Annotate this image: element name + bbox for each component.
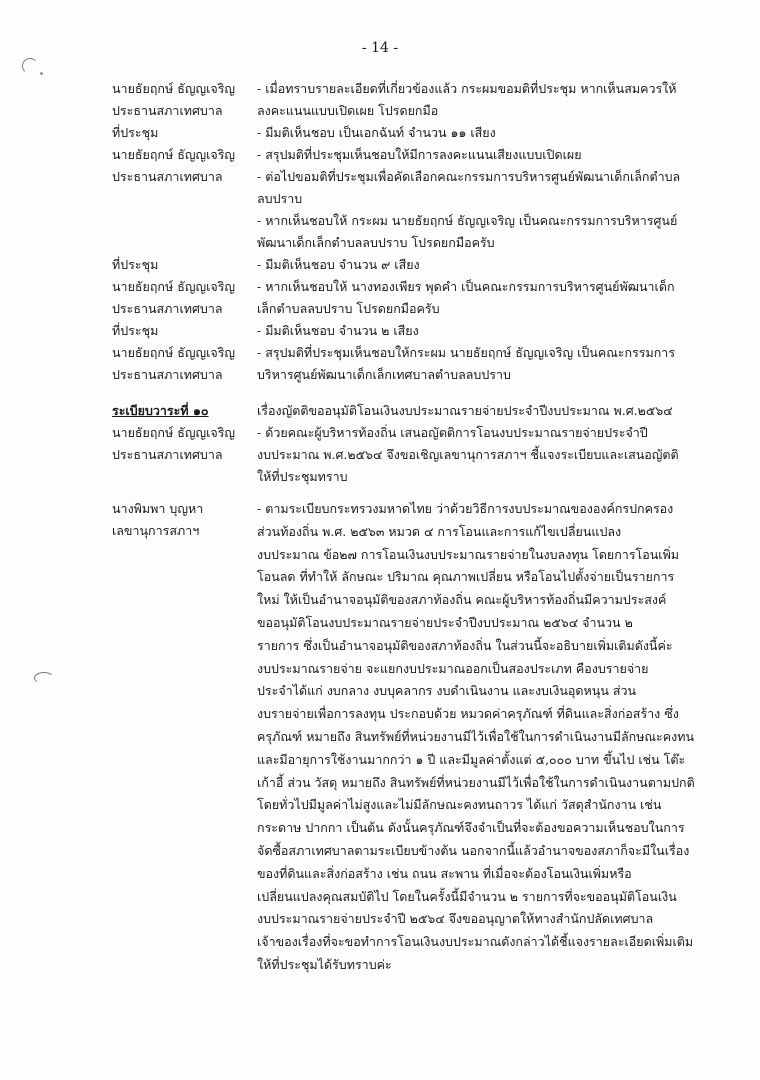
- minutes-entry: [112, 342, 712, 386]
- speech: - มีมติเห็นชอบ จำนวน ๙ เสียง: [257, 257, 420, 272]
- speech: - สรุปมติที่ประชุมเห็นชอบให้กระผม นายธัยฤกษ์ ธัญญเจริญ เป็นคณะกรรมการ บริหารศูนย์พัฒนาเด็กเล็กเทศบาลตำบลลบปราบ: [257, 345, 676, 382]
- speaker: นายธัยฤกษ์ ธัญญเจริญ ประธานสภาเทศบาล: [112, 81, 236, 118]
- minutes-entry: [112, 276, 712, 320]
- agenda-heading: [112, 400, 712, 422]
- spacer: [112, 386, 712, 400]
- speaker: ที่ประชุม: [112, 323, 159, 338]
- speech: - มีมติเห็นชอบ จำนวน ๒ เสียง: [257, 323, 419, 338]
- page-number: - 14 -: [361, 40, 399, 56]
- speech: - สรุปมติที่ประชุมเห็นชอบให้มีการลงคะแนนเสียงแบบเปิดเผย - ต่อไปขอมติที่ประชุมเพื่อคัดเลือกคณะกรรมการบริหารศูนย์พัฒนาเด็กเล็กตำบล ลบปราบ - หากเห็นชอบให้ กระผม นายธัยฤกษ์ ธัญญเจริญ เป็นคณะกรรมการบริหารศูนย์ พัฒนาเด็กเล็กตำบลลบปราบ โปรดยกมือครับ: [257, 147, 681, 250]
- minutes-entry: [112, 254, 712, 276]
- speech: - หากเห็นชอบให้ นางทองเพียร พุดคำ เป็นคณะกรรมการบริหารศูนย์พัฒนาเด็ก เล็กตำบลลบปราบ โปรดยกมือครับ: [257, 279, 675, 316]
- spacer: [112, 488, 712, 498]
- scan-artifact: [40, 72, 43, 75]
- minutes-body: [112, 78, 712, 977]
- minutes-entry: [112, 320, 712, 342]
- agenda-title: เรื่องญัตติขออนุมัติโอนเงินงบประมาณรายจ่ายประจำปีงบประมาณ พ.ศ.๒๕๖๔: [257, 403, 673, 418]
- speaker: นายธัยฤกษ์ ธัญญเจริญ ประธานสภาเทศบาล: [112, 147, 236, 184]
- minutes-entry: [112, 422, 712, 488]
- speech: - ตามระเบียบกระทรวงมหาดไทย ว่าด้วยวิธีการงบประมาณขององค์กรปกครอง ส่วนท้องถิ่น พ.ศ. ๒๕๖๓ หมวด ๔ การโอนและการแก้ไขเปลี่ยนแปลง งบประมาณ ข้อ๒๗ การโอนเงินงบประมาณรายจ่ายในงบลงทุน โดยการโอนเพิ่ม โอนลด ที่ทำให้ ลักษณะ ปริมาณ คุณภาพเปลี่ยน หรือโอนไปตั้งจ่ายเป็นรายการ ใหม่ ให้เป็นอำนาจอนุมัติของสภาท้องถิ่น คณะผู้บริหารท้องถิ่นมีความประสงค์ ขออนุมัติโอนงบประมาณรายจ่ายประจำปีงบประมาณ ๒๕๖๔ จำนวน ๒ รายการ ซึ่งเป็นอำนาจอนุมัติของสภาท้องถิ่น ในส่วนนี้จะอธิบายเพิ่มเติมดังนี้ค่ะ งบประมาณรายจ่าย จะแยกงบประมาณออกเป็นสองประเภท คืองบรายจ่าย ประจำได้แก่ งบกลาง งบบุคลากร งบดำเนินงาน และงบเงินอุดหนุน ส่วน งบรายจ่ายเพื่อการลงทุน ประกอบด้วย หมวดค่าครุภัณฑ์ ที่ดินและสิ่งก่อสร้าง ซึ่ง ครุภัณฑ์ หมายถึง สินทรัพย์ที่หน่วยงานมีไว้เพื่อใช้ในการดำเนินงานมีลักษณะคงทน และมีอายุการใช้งานมากกว่า ๑ ปี และมีมูลค่าตั้งแต่ ๕,๐๐๐ บาท ขึ้นไป เช่น โต๊ะ เก้าอี้ ส่วน วัสดุ หมายถึง สินทรัพย์ที่หน่วยงานมีไว้เพื่อใช้ในการดำเนินงานตามปกติ โดยทั่วไปมีมูลค่าไม่สูงและไม่มีลักษณะคงทนถาวร ได้แก่ วัสดุสำนักงาน เช่น กระดาษ ปากกา เป็นต้น ดังนั้นครุภัณฑ์จึงจำเป็นที่จะต้องขอความเห็นชอบในการ จัดซื้อสภาเทศบาลตามระเบียบข้างต้น นอกจากนี้แล้วอำนาจของสภาก็จะมีในเรื่อง ของที่ดินและสิ่งก่อสร้าง เช่น ถนน สะพาน ที่เมื่อจะต้องโอนเงินเพิ่มหรือ เปลี่ยนแปลงคุณสมบัติไป โดยในครั้งนี้มีจำนวน ๒ รายการที่จะขออนุมัติโอนเงิน งบประมาณรายจ่ายประจำปี ๒๕๖๔ จึงขออนุญาตให้ทางสำนักปลัดเทศบาล เจ้าของเรื่องที่จะขอทำการโอนเงินงบประมาณดังกล่าวได้ชี้แจงรายละเอียดเพิ่มเติม ให้ที่ประชุมได้รับทราบค่ะ: [257, 501, 695, 972]
- speaker: นายธัยฤกษ์ ธัญญเจริญ ประธานสภาเทศบาล: [112, 345, 236, 382]
- minutes-entry: [112, 144, 712, 254]
- speaker: นายธัยฤกษ์ ธัญญเจริญ ประธานสภาเทศบาล: [112, 279, 236, 316]
- speech: - เมื่อทราบรายละเอียดที่เกี่ยวข้องแล้ว กระผมขอมติที่ประชุม หากเห็นสมควรให้ ลงคะแนนแบบเปิดเผย โปรดยกมือ: [257, 81, 677, 118]
- speech: - มีมติเห็นชอบ เป็นเอกฉันท์ จำนวน ๑๑ เสียง: [257, 125, 496, 140]
- speaker: นางพิมพา บุญหา เลขานุการสภาฯ: [112, 501, 204, 538]
- speaker: ที่ประชุม: [112, 257, 159, 272]
- speech: - ด้วยคณะผู้บริหารท้องถิ่น เสนอญัตติการโอนงบประมาณรายจ่ายประจำปี งบประมาณ พ.ศ.๒๕๖๔ จึงขอเชิญเลขานุการสภาฯ ชี้แจงระเบียบและเสนอญัตติ ให้ที่ประชุมทราบ: [257, 425, 679, 484]
- speaker: ที่ประชุม: [112, 125, 159, 140]
- minutes-entry: [112, 498, 712, 977]
- agenda-label: ระเบียบวาระที่ ๑๐: [112, 403, 209, 418]
- minutes-entry: [112, 78, 712, 122]
- minutes-entry: [112, 122, 712, 144]
- speaker: นายธัยฤกษ์ ธัญญเจริญ ประธานสภาเทศบาล: [112, 425, 236, 462]
- scan-artifact: [22, 58, 38, 74]
- scan-artifact: [34, 672, 54, 684]
